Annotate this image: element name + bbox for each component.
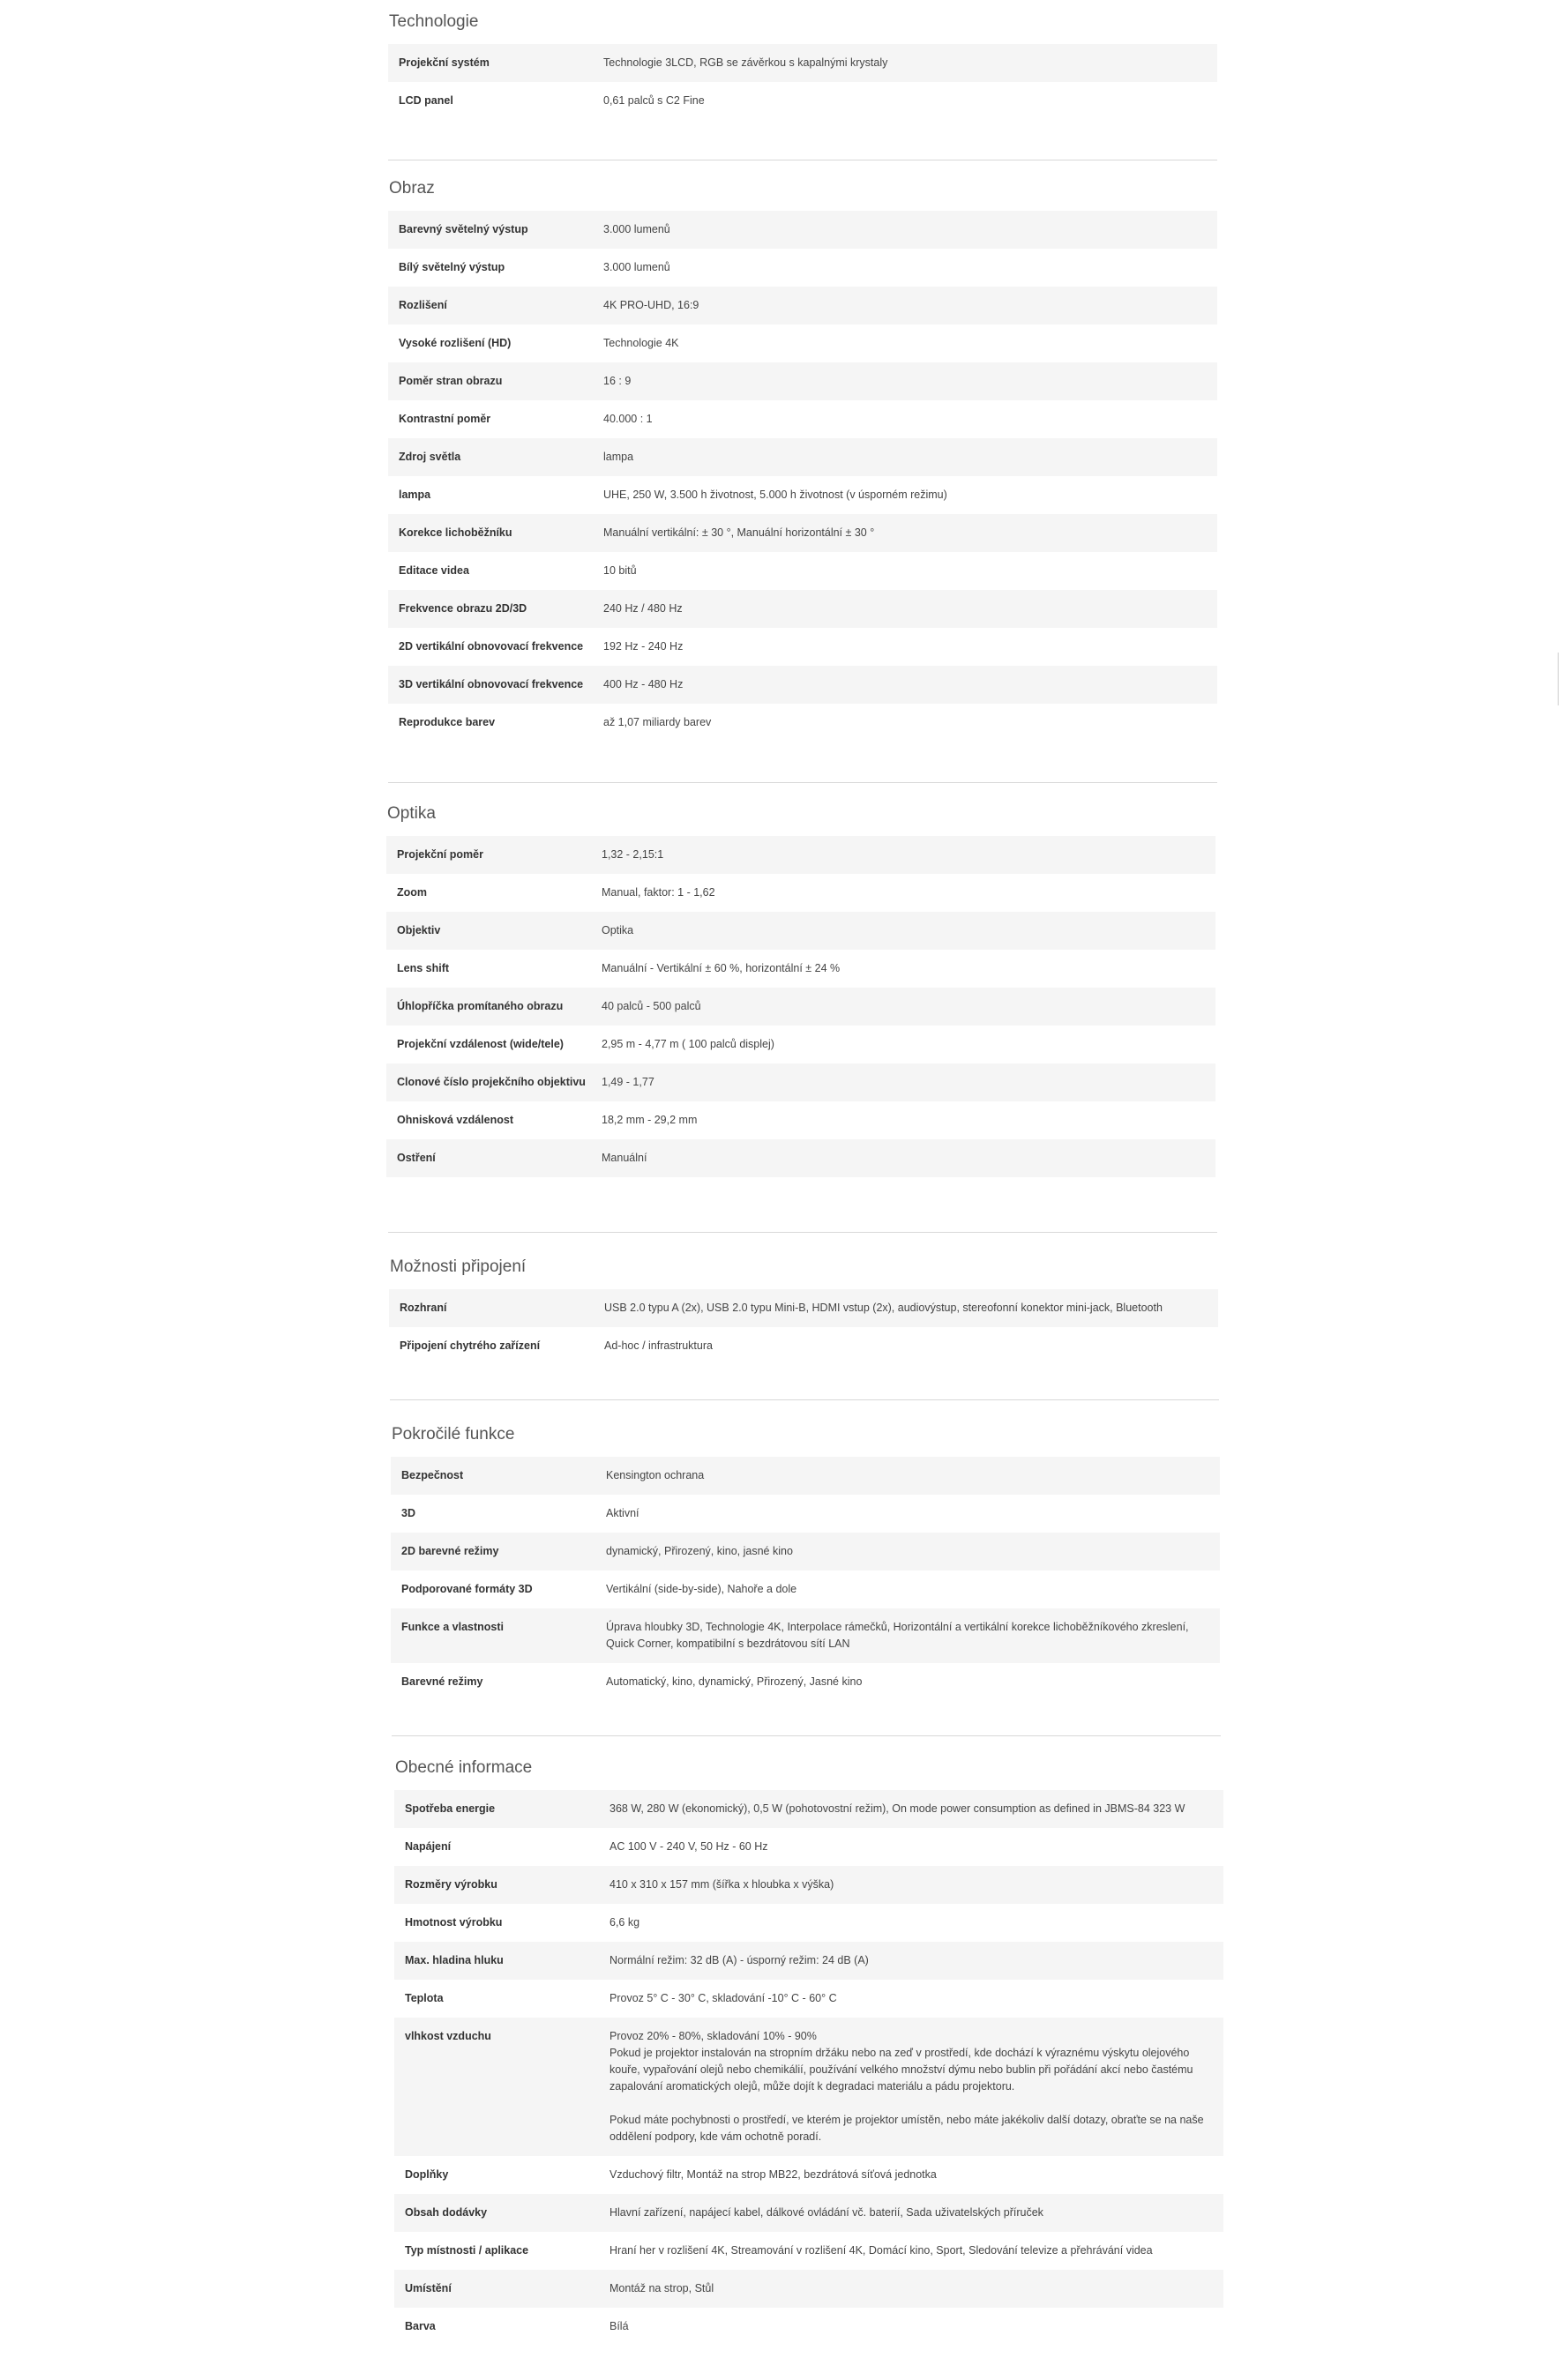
section-divider xyxy=(388,1232,1217,1233)
spec-row xyxy=(394,1866,1223,1904)
spec-label: 3D vertikální obnovovací frekvence xyxy=(399,678,584,690)
spec-label: Kontrastní poměr xyxy=(399,413,491,425)
spec-label: Editace videa xyxy=(399,564,469,577)
section-title: Obraz xyxy=(389,179,435,198)
spec-value: 40.000 : 1 xyxy=(603,413,653,425)
spec-label: Ostření xyxy=(397,1152,436,1164)
spec-value: dynamický, Přirozený, kino, jasné kino xyxy=(606,1545,793,1557)
section-title: Optika xyxy=(387,804,436,823)
spec-label: Rozhraní xyxy=(400,1302,447,1314)
spec-value: AC 100 V - 240 V, 50 Hz - 60 Hz xyxy=(609,1840,768,1853)
spec-row xyxy=(391,1533,1220,1571)
spec-row xyxy=(394,2194,1223,2232)
spec-row xyxy=(388,590,1217,628)
spec-row xyxy=(388,400,1217,438)
spec-value: Montáž na strop, Stůl xyxy=(609,2282,714,2294)
spec-value: 16 : 9 xyxy=(603,375,632,387)
spec-row xyxy=(394,1828,1223,1866)
spec-row xyxy=(388,438,1217,476)
spec-label: Podporované formáty 3D xyxy=(401,1583,533,1595)
spec-row xyxy=(394,2308,1223,2346)
spec-row xyxy=(386,1026,1215,1063)
spec-value: USB 2.0 typu A (2x), USB 2.0 typu Mini-B, HDMI vstup (2x), audiovýstup, stereofonní konektor mini-jack, Bluetooth xyxy=(604,1302,1163,1314)
spec-row xyxy=(391,1608,1220,1663)
spec-label: Barevný světelný výstup xyxy=(399,223,528,235)
spec-row xyxy=(388,325,1217,362)
section-title: Možnosti připojení xyxy=(390,1257,527,1276)
spec-value: Provoz 20% - 80%, skladování 10% - 90% Pokud je projektor instalován na stropním držáku nebo na zeď v prostředí, kde dochází k výraznému výskytu olejového kouře, vypařování olejů nebo chemikálií, používání velkého množství dýmu nebo bublin při pořádání akcí nebo častému zapalování aromatických olejů, může dojít k degradaci materiálu a pádu projektoru. Pokud máte pochybnosti o prostředí, ve kterém je projektor umístěn, nebo máte jakékoliv další dotazy, obraťte se na naše oddělení podpory, kde vám ochotně poradí. xyxy=(609,2030,1204,2143)
spec-row xyxy=(388,211,1217,249)
spec-label: Úhlopříčka promítaného obrazu xyxy=(397,1000,564,1012)
spec-label: Hmotnost výrobku xyxy=(405,1916,503,1929)
spec-label: Frekvence obrazu 2D/3D xyxy=(399,602,527,615)
spec-value: 410 x 310 x 157 mm (šířka x hloubka x výška) xyxy=(609,1878,834,1891)
spec-row xyxy=(386,874,1215,912)
spec-label: Umístění xyxy=(405,2282,452,2294)
section-obraz xyxy=(388,167,1217,742)
spec-row xyxy=(386,912,1215,950)
section-divider xyxy=(392,1735,1221,1736)
spec-value: 368 W, 280 W (ekonomický), 0,5 W (pohotovostní režim), On mode power consumption as defined in JBMS-84 323 W xyxy=(609,1802,1185,1815)
spec-row xyxy=(394,2232,1223,2270)
section-divider xyxy=(390,1399,1219,1400)
spec-label: Barevné režimy xyxy=(401,1675,483,1688)
spec-label: Bílý světelný výstup xyxy=(399,261,505,273)
section-title: Pokročilé funkce xyxy=(392,1425,515,1444)
spec-row xyxy=(389,1289,1218,1327)
spec-label: Projekční poměr xyxy=(397,848,483,861)
spec-value: Automatický, kino, dynamický, Přirozený, Jasné kino xyxy=(606,1675,863,1688)
spec-row xyxy=(386,1063,1215,1101)
spec-value: Hlavní zařízení, napájecí kabel, dálkové ovládání vč. baterií, Sada uživatelských příruček xyxy=(609,2206,1043,2219)
spec-label: LCD panel xyxy=(399,94,453,107)
spec-value: Normální režim: 32 dB (A) - úsporný režim: 24 dB (A) xyxy=(609,1954,869,1966)
spec-value: Vertikální (side-by-side), Nahoře a dole xyxy=(606,1583,797,1595)
spec-label: Clonové číslo projekčního objektivu xyxy=(397,1076,586,1088)
spec-row xyxy=(388,44,1217,82)
spec-value: 1,32 - 2,15:1 xyxy=(602,848,664,861)
spec-label: Max. hladina hluku xyxy=(405,1954,504,1966)
spec-label: Typ místnosti / aplikace xyxy=(405,2244,529,2257)
spec-label: Teplota xyxy=(405,1992,444,2004)
spec-value: UHE, 250 W, 3.500 h životnost, 5.000 h životnost (v úsporném režimu) xyxy=(603,489,947,501)
spec-value: Vzduchový filtr, Montáž na strop MB22, bezdrátová síťová jednotka xyxy=(609,2168,937,2181)
section-title: Technologie xyxy=(389,12,479,31)
spec-row xyxy=(394,1942,1223,1980)
spec-value: Kensington ochrana xyxy=(606,1469,705,1481)
spec-value: až 1,07 miliardy barev xyxy=(603,716,712,728)
spec-row xyxy=(394,1790,1223,1828)
spec-label: Zoom xyxy=(397,886,428,899)
spec-row xyxy=(388,514,1217,552)
spec-label: Funkce a vlastnosti xyxy=(401,1621,505,1633)
spec-table xyxy=(391,1457,1220,1701)
spec-value: 4K PRO-UHD, 16:9 xyxy=(603,299,699,311)
spec-value: 400 Hz - 480 Hz xyxy=(603,678,684,690)
spec-value: 192 Hz - 240 Hz xyxy=(603,640,684,653)
spec-value: Manuální vertikální: ± 30 °, Manuální horizontální ± 30 ° xyxy=(603,526,875,539)
spec-value: Manual, faktor: 1 - 1,62 xyxy=(602,886,715,899)
spec-label: vlhkost vzduchu xyxy=(405,2030,491,2042)
spec-value: Manuální - Vertikální ± 60 %, horizontální ± 24 % xyxy=(602,962,841,974)
spec-value: 40 palců - 500 palců xyxy=(602,1000,701,1012)
spec-value: 10 bitů xyxy=(603,564,637,577)
spec-value: Úprava hloubky 3D, Technologie 4K, Interpolace rámečků, Horizontální a vertikální korekce lichoběžníkového zkreslení, Quick Corner, kompatibilní s bezdrátovou sítí LAN xyxy=(606,1621,1189,1650)
spec-label: 3D xyxy=(401,1507,415,1519)
section-divider xyxy=(388,782,1217,783)
section-optika xyxy=(386,792,1215,1177)
spec-row xyxy=(394,2018,1223,2156)
spec-label: Ohnisková vzdálenost xyxy=(397,1114,513,1126)
spec-row xyxy=(388,249,1217,287)
spec-row xyxy=(388,666,1217,704)
spec-row xyxy=(386,988,1215,1026)
spec-row xyxy=(386,1139,1215,1177)
spec-value: lampa xyxy=(603,451,634,463)
spec-row xyxy=(388,476,1217,514)
spec-label: Připojení chytrého zařízení xyxy=(400,1339,541,1352)
spec-label: Napájení xyxy=(405,1840,452,1853)
spec-value: Technologie 3LCD, RGB se závěrkou s kapalnými krystaly xyxy=(603,56,888,69)
spec-value: 3.000 lumenů xyxy=(603,261,670,273)
spec-row xyxy=(386,836,1215,874)
spec-value: Hraní her v rozlišení 4K, Streamování v rozlišení 4K, Domácí kino, Sport, Sledování televize a přehrávání videa xyxy=(609,2244,1153,2257)
spec-label: Barva xyxy=(405,2320,436,2332)
spec-label: Rozměry výrobku xyxy=(405,1878,497,1891)
spec-label: Objektiv xyxy=(397,924,441,936)
spec-row xyxy=(388,287,1217,325)
spec-value: 240 Hz / 480 Hz xyxy=(603,602,683,615)
spec-table xyxy=(386,836,1215,1177)
spec-value: 2,95 m - 4,77 m ( 100 palců displej) xyxy=(602,1038,774,1050)
spec-row xyxy=(388,362,1217,400)
spec-label: Rozlišení xyxy=(399,299,447,311)
spec-label: Reprodukce barev xyxy=(399,716,496,728)
spec-value: 1,49 - 1,77 xyxy=(602,1076,654,1088)
spec-row xyxy=(394,1904,1223,1942)
spec-value: Aktivní xyxy=(606,1507,639,1519)
spec-label: 2D barevné režimy xyxy=(401,1545,499,1557)
spec-row xyxy=(389,1327,1218,1365)
spec-row xyxy=(394,1980,1223,2018)
spec-label: Bezpečnost xyxy=(401,1469,464,1481)
spec-label: Projekční vzdálenost (wide/tele) xyxy=(397,1038,564,1050)
spec-table xyxy=(394,1790,1223,2346)
spec-value: Manuální xyxy=(602,1152,647,1164)
spec-row xyxy=(388,552,1217,590)
spec-value: Bílá xyxy=(609,2320,629,2332)
spec-value: 0,61 palců s C2 Fine xyxy=(603,94,705,107)
spec-row xyxy=(391,1495,1220,1533)
spec-value: Optika xyxy=(602,924,634,936)
spec-label: Spotřeba energie xyxy=(405,1802,496,1815)
spec-row xyxy=(386,950,1215,988)
spec-value: 3.000 lumenů xyxy=(603,223,670,235)
spec-row xyxy=(391,1663,1220,1701)
spec-label: 2D vertikální obnovovací frekvence xyxy=(399,640,584,653)
spec-row xyxy=(388,704,1217,742)
section-title: Obecné informace xyxy=(395,1758,533,1777)
spec-label: Vysoké rozlišení (HD) xyxy=(399,337,512,349)
spec-label: lampa xyxy=(399,489,431,501)
spec-row xyxy=(394,2156,1223,2194)
spec-table xyxy=(388,44,1217,120)
spec-label: Obsah dodávky xyxy=(405,2206,488,2219)
spec-label: Zdroj světla xyxy=(399,451,461,463)
spec-row xyxy=(394,2270,1223,2308)
section-technologie xyxy=(388,0,1217,120)
spec-row xyxy=(388,82,1217,120)
spec-value: Provoz 5° C - 30° C, skladování -10° C - 60° C xyxy=(609,1992,837,2004)
spec-label: Korekce lichoběžníku xyxy=(399,526,512,539)
spec-label: Lens shift xyxy=(397,962,450,974)
spec-row xyxy=(391,1571,1220,1608)
spec-label: Doplňky xyxy=(405,2168,449,2181)
spec-label: Projekční systém xyxy=(399,56,490,69)
spec-table xyxy=(389,1289,1218,1365)
section-moznosti-pripojeni xyxy=(389,1245,1218,1365)
section-pokrocile-funkce xyxy=(391,1413,1220,1701)
section-obecne-informace xyxy=(394,1746,1223,2346)
spec-value: Technologie 4K xyxy=(603,337,679,349)
scrollbar[interactable] xyxy=(1558,653,1563,705)
spec-table xyxy=(388,211,1217,742)
spec-row xyxy=(388,628,1217,666)
spec-label: Poměr stran obrazu xyxy=(399,375,503,387)
spec-value: 18,2 mm - 29,2 mm xyxy=(602,1114,698,1126)
spec-value: 6,6 kg xyxy=(609,1916,640,1929)
spec-value: Ad-hoc / infrastruktura xyxy=(604,1339,713,1352)
spec-row xyxy=(386,1101,1215,1139)
spec-row xyxy=(391,1457,1220,1495)
